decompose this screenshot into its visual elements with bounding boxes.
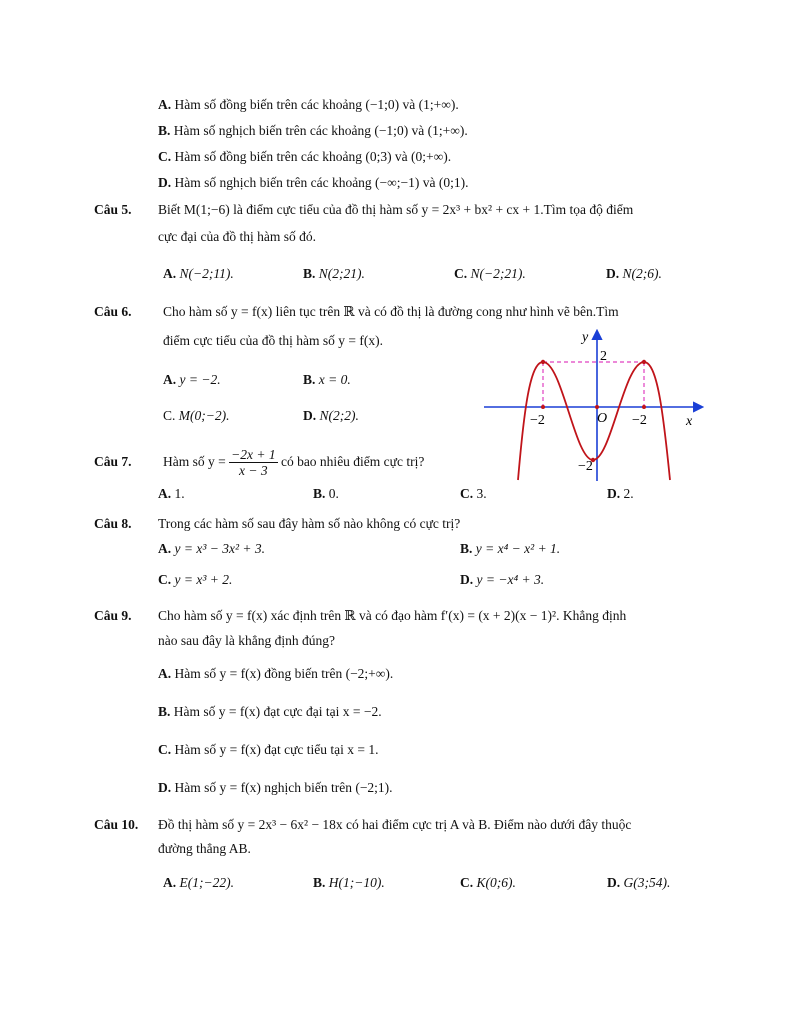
option-text: Hàm số đồng biến trên các khoảng (0;3) và (0;+∞). — [174, 149, 452, 164]
option-label: A. — [158, 97, 172, 112]
q7-fraction — [229, 447, 277, 478]
option-text: K(0;6). — [476, 875, 516, 890]
q7-prefix: Hàm số y = — [163, 454, 226, 469]
origin-point — [595, 405, 599, 409]
q5-option-b — [303, 265, 365, 283]
q7-option-a — [158, 485, 185, 503]
q8-option-d — [460, 571, 544, 589]
option-label: D. — [606, 266, 620, 281]
option-label: C. — [460, 875, 474, 890]
q9-text-line1: Cho hàm số y = f(x) xác định trên ℝ và có đạo hàm f′(x) = (x + 2)(x − 1)². Khẳng định — [158, 608, 627, 623]
y-axis-label: y — [582, 330, 589, 345]
option-text: Hàm số y = f(x) đồng biến trên (−2;+∞). — [174, 666, 394, 681]
option-label: C. — [158, 742, 172, 757]
option-text: N(−2;11). — [179, 266, 234, 281]
q10-label: Câu 10. — [94, 817, 139, 832]
y-tick-bottom: −2 — [578, 459, 593, 474]
q6-text-line2: điểm cực tiểu của đồ thị hàm số y = f(x). — [163, 333, 383, 348]
option-text: M(0;−2). — [178, 408, 230, 423]
q4-option-a — [158, 96, 459, 114]
option-text: Hàm số y = f(x) nghịch biến trên (−2;1). — [174, 780, 393, 795]
tick-point-right — [642, 405, 646, 409]
option-label: D. — [158, 175, 172, 190]
option-label: B. — [313, 875, 326, 890]
option-label: C. — [158, 572, 172, 587]
option-text: y = −x⁴ + 3. — [476, 572, 545, 587]
option-label: D. — [303, 408, 317, 423]
option-label: D. — [607, 875, 621, 890]
option-label: A. — [158, 486, 172, 501]
max-point-right — [642, 360, 646, 364]
option-label: C. — [163, 408, 176, 423]
q8-option-b — [460, 540, 560, 558]
q8-option-a — [158, 540, 265, 558]
option-label: A. — [163, 372, 177, 387]
q6-option-d — [303, 407, 359, 425]
y-tick-top: 2 — [600, 349, 607, 364]
q5-label: Câu 5. — [94, 202, 132, 217]
q8-text: Trong các hàm số sau đây hàm số nào không có cực trị? — [158, 516, 461, 531]
q6-option-b — [303, 371, 351, 389]
q9-option-c — [158, 741, 379, 759]
option-label: B. — [460, 541, 473, 556]
q10-text-line2: đường thẳng AB. — [158, 841, 251, 856]
q4-option-c — [158, 148, 451, 166]
tick-point-left — [541, 405, 545, 409]
q5-option-c — [454, 265, 526, 283]
option-label: C. — [454, 266, 468, 281]
option-label: B. — [158, 704, 171, 719]
q7-option-c — [460, 485, 487, 503]
option-text: Hàm số đồng biến trên các khoảng (−1;0) và (1;+∞). — [174, 97, 459, 112]
q9-label: Câu 9. — [94, 608, 132, 623]
option-text: y = −2. — [179, 372, 221, 387]
q8-option-c — [158, 571, 232, 589]
option-label: A. — [158, 541, 172, 556]
option-text: 2. — [623, 486, 634, 501]
fraction-numerator: −2x + 1 — [231, 447, 276, 463]
option-text: y = x³ + 2. — [174, 572, 233, 587]
q5-option-a — [163, 265, 234, 283]
option-label: A. — [163, 875, 177, 890]
q4-option-b — [158, 122, 468, 140]
max-point-left — [541, 360, 545, 364]
option-label: B. — [303, 266, 316, 281]
option-text: y = x³ − 3x² + 3. — [174, 541, 266, 556]
option-label: D. — [607, 486, 621, 501]
option-text: 3. — [476, 486, 487, 501]
option-text: H(1;−10). — [328, 875, 385, 890]
q5-text-line2: cực đại của đồ thị hàm số đó. — [158, 229, 317, 244]
option-label: C. — [460, 486, 474, 501]
q5-text-line1: Biết M(1;−6) là điểm cực tiểu của đồ thị hàm số y = 2x³ + bx² + cx + 1.Tìm tọa độ điểm — [158, 202, 634, 217]
option-text: G(3;54). — [623, 875, 671, 890]
x-tick-right: −2 — [632, 413, 647, 428]
q9-option-b — [158, 703, 382, 721]
q9-text-line2: nào sau đây là khẳng định đúng? — [158, 633, 335, 648]
option-text: Hàm số y = f(x) đạt cực tiểu tại x = 1. — [174, 742, 379, 757]
q7-option-b — [313, 485, 339, 503]
option-label: B. — [158, 123, 171, 138]
fraction-denominator: x − 3 — [239, 463, 268, 479]
q7-text — [163, 444, 424, 480]
q6-option-c — [163, 407, 229, 425]
option-text: Hàm số nghịch biến trên các khoảng (−∞;−1) và (0;1). — [174, 175, 469, 190]
q7-suffix: có bao nhiêu điểm cực trị? — [280, 454, 425, 469]
q6-label: Câu 6. — [94, 304, 132, 319]
option-label: D. — [460, 572, 474, 587]
q6-option-a — [163, 371, 221, 389]
option-label: B. — [313, 486, 326, 501]
q10-option-a — [163, 874, 234, 892]
q9-option-d — [158, 779, 393, 797]
option-text: 1. — [174, 486, 185, 501]
option-text: N(−2;21). — [470, 266, 526, 281]
guide-lines — [543, 362, 644, 407]
x-axis-label: x — [686, 414, 693, 429]
q6-graph — [480, 325, 720, 485]
q9-option-a — [158, 665, 393, 683]
option-text: Hàm số y = f(x) đạt cực đại tại x = −2. — [173, 704, 382, 719]
q7-option-d — [607, 485, 634, 503]
option-text: N(2;2). — [319, 408, 359, 423]
option-label: A. — [163, 266, 177, 281]
q10-option-c — [460, 874, 516, 892]
q4-option-d — [158, 174, 469, 192]
option-text: E(1;−22). — [179, 875, 234, 890]
option-label: B. — [303, 372, 316, 387]
q5-option-d — [606, 265, 662, 283]
q7-label: Câu 7. — [94, 454, 132, 469]
q8-label: Câu 8. — [94, 516, 132, 531]
q10-text-line1: Đồ thị hàm số y = 2x³ − 6x² − 18x có hai điểm cực trị A và B. Điểm nào dưới đây thuộc — [158, 817, 632, 832]
option-text: y = x⁴ − x² + 1. — [475, 541, 561, 556]
option-label: A. — [158, 666, 172, 681]
q6-text-line1: Cho hàm số y = f(x) liên tục trên ℝ và có đồ thị là đường cong như hình vẽ bên.Tìm — [163, 304, 619, 319]
option-text: x = 0. — [318, 372, 351, 387]
option-text: N(2;21). — [318, 266, 365, 281]
option-text: Hàm số nghịch biến trên các khoảng (−1;0) và (1;+∞). — [173, 123, 468, 138]
q10-option-b — [313, 874, 385, 892]
option-text: 0. — [328, 486, 339, 501]
x-tick-left: −2 — [530, 413, 545, 428]
option-text: N(2;6). — [622, 266, 662, 281]
option-label: D. — [158, 780, 172, 795]
option-label: C. — [158, 149, 172, 164]
q10-option-d — [607, 874, 670, 892]
origin-label: O — [597, 411, 608, 426]
